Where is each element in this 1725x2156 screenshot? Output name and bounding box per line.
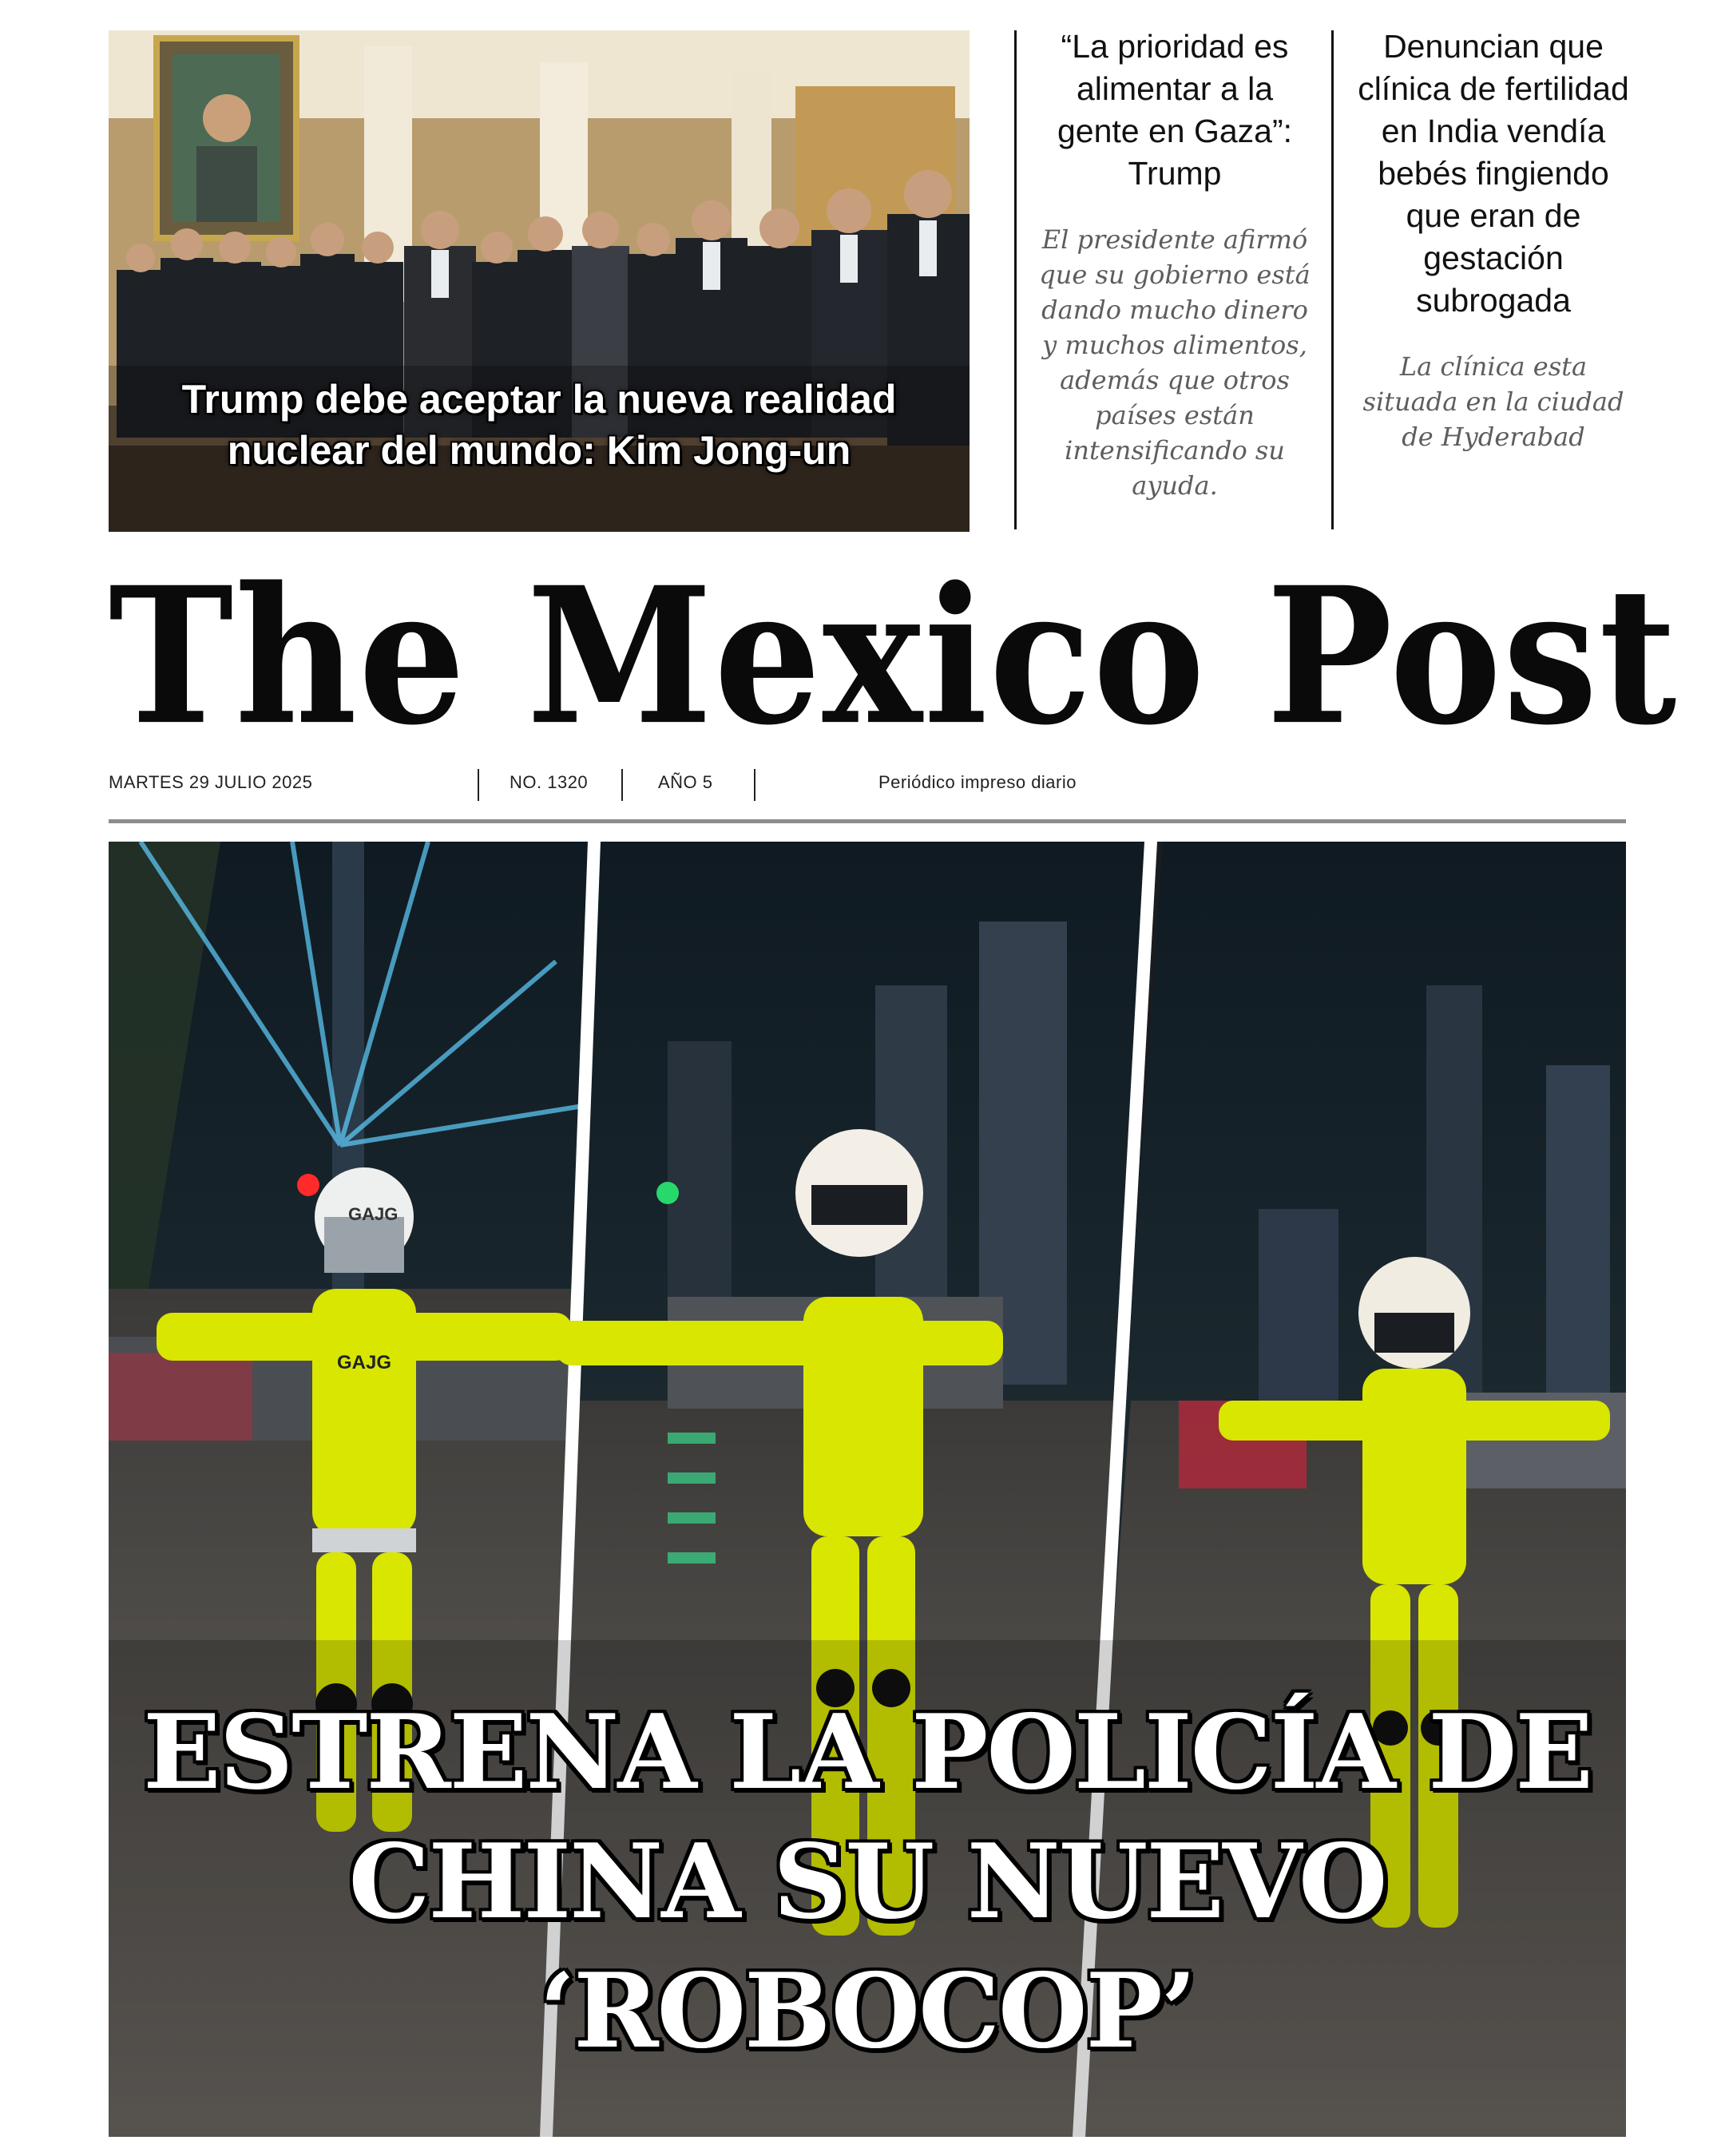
vest-label: GAJG [337,1352,392,1373]
main-story-headline[interactable]: ESTRENA LA POLICÍA DE CHINA SU NUEVO ‘ROBOCOP’ [143,1693,1592,2071]
top-story-headline[interactable]: Trump debe aceptar la nueva realidad nuclear del mundo: Kim Jong-un [181,377,897,473]
newspaper-masthead: The Mexico Post [109,545,1679,767]
column-divider [1331,30,1334,529]
gaza-story-deck: El presidente afirmó que su gobierno está dando mucho dinero y muchos alimentos, además que otros países están intensificando su ayuda. [1039,224,1311,501]
issue-number: NO. 1320 [510,772,589,792]
tagline: Periódico impreso diario [878,772,1077,792]
column-divider [1014,30,1017,529]
issue-year: AÑO 5 [658,772,713,792]
fertility-clinic-deck: La clínica esta situada en la ciudad de Hyderabad [1362,351,1624,452]
issue-date: MARTES 29 JULIO 2025 [109,772,313,792]
gaza-story-headline[interactable]: “La prioridad es alimentar a la gente en Gaza”: Trump [1057,28,1293,192]
top-story-photo[interactable] [109,30,970,532]
info-separator [754,769,755,801]
main-story-photo[interactable] [109,842,1626,2137]
fertility-clinic-headline[interactable]: Denuncian que clínica de fertilidad en India vendía bebés fingiendo que eran de gestación subrogada [1358,28,1629,319]
helmet-label: GAJG [348,1204,399,1224]
info-separator [478,769,479,801]
info-separator [621,769,623,801]
gaza-story[interactable] [1035,26,1315,503]
fertility-clinic-story[interactable] [1358,26,1629,454]
masthead-rule [109,819,1626,823]
